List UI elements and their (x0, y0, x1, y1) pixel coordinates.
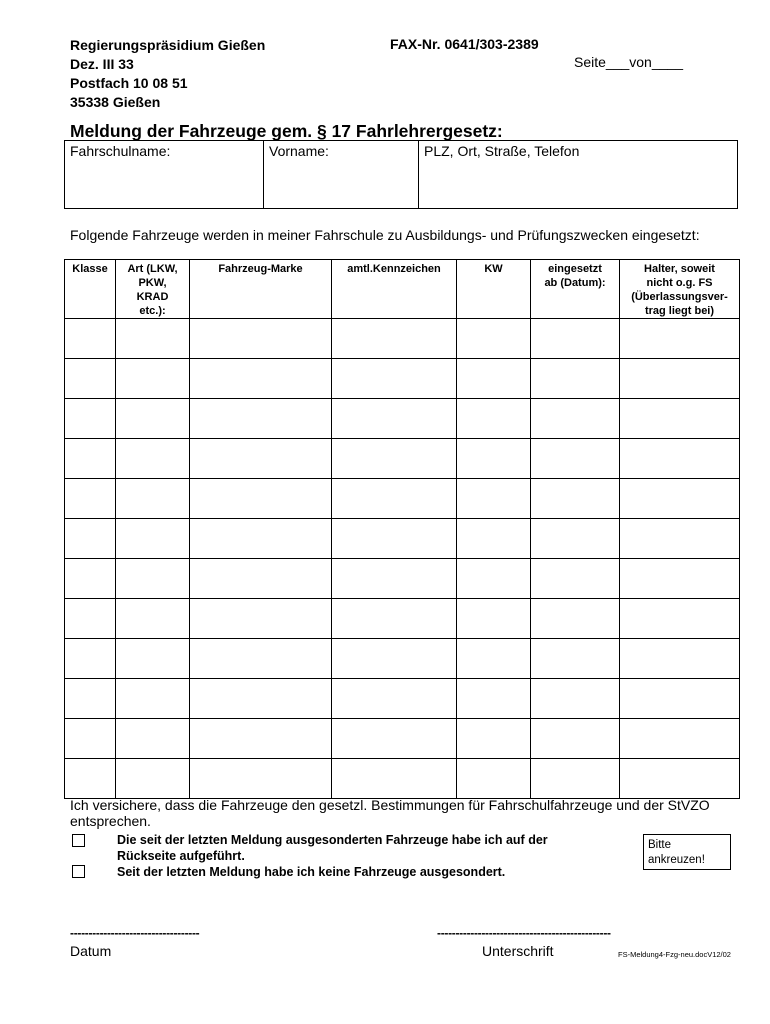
table-cell[interactable] (457, 679, 531, 719)
unterschrift-signature-line[interactable]: ----------------------------------------------- (437, 926, 611, 940)
table-cell[interactable] (332, 359, 457, 399)
table-cell[interactable] (332, 679, 457, 719)
col-header-line: Halter, soweit (644, 263, 715, 275)
table-cell[interactable] (65, 399, 116, 439)
bitte-line-1: Bitte (648, 839, 672, 851)
col-header-kennzeichen (332, 260, 457, 319)
table-cell[interactable] (457, 519, 531, 559)
table-cell[interactable] (620, 759, 740, 799)
col-header-line: trag liegt bei) (644, 305, 715, 317)
col-header-line: KRAD (136, 291, 169, 303)
form-title: Meldung der Fahrzeuge gem. § 17 Fahrlehrergesetz: (70, 121, 503, 141)
col-header-marke (190, 260, 332, 319)
table-cell[interactable] (116, 479, 190, 519)
col-header-line: eingesetzt (548, 263, 602, 275)
table-cell[interactable] (457, 359, 531, 399)
table-cell[interactable] (620, 319, 740, 359)
table-cell[interactable] (332, 719, 457, 759)
table-cell[interactable] (190, 479, 332, 519)
address-line-1: Regierungspräsidium Gießen (70, 37, 266, 53)
table-cell[interactable] (116, 599, 190, 639)
table-cell[interactable] (190, 359, 332, 399)
table-cell[interactable] (457, 439, 531, 479)
table-cell[interactable] (332, 639, 457, 679)
table-cell[interactable] (65, 439, 116, 479)
table-cell[interactable] (457, 399, 531, 439)
table-cell[interactable] (190, 399, 332, 439)
table-row (65, 679, 740, 719)
table-cell[interactable] (531, 439, 620, 479)
col-header-eingesetzt (531, 260, 620, 319)
table-cell[interactable] (457, 479, 531, 519)
table-row (65, 319, 740, 359)
unterschrift-label: Unterschrift (482, 943, 554, 959)
table-cell[interactable] (116, 559, 190, 599)
col-header-line: amtl.Kennzeichen (347, 263, 441, 275)
table-cell[interactable] (116, 639, 190, 679)
table-cell[interactable] (457, 759, 531, 799)
table-cell[interactable] (531, 759, 620, 799)
table-cell[interactable] (190, 519, 332, 559)
table-cell[interactable] (620, 359, 740, 399)
table-cell[interactable] (65, 759, 116, 799)
option-ausgesondert-text (117, 832, 548, 864)
table-cell[interactable] (116, 359, 190, 399)
col-header-line: (Überlassungsver- (631, 291, 728, 303)
table-cell[interactable] (457, 719, 531, 759)
table-cell[interactable] (457, 319, 531, 359)
col-header-line: Klasse (72, 263, 108, 275)
table-row (65, 639, 740, 679)
table-cell[interactable] (65, 719, 116, 759)
col-header-halter (620, 260, 740, 319)
table-cell[interactable] (531, 359, 620, 399)
col-header-line: Fahrzeug-Marke (218, 263, 303, 275)
table-cell[interactable] (620, 679, 740, 719)
col-header-line: nicht o.g. FS (646, 277, 713, 289)
option-1-line-2: Rückseite aufgeführt. (117, 849, 245, 863)
table-cell[interactable] (190, 559, 332, 599)
table-cell[interactable] (457, 639, 531, 679)
table-cell[interactable] (332, 759, 457, 799)
table-cell[interactable] (531, 319, 620, 359)
bitte-ankreuzen-note (643, 834, 731, 870)
table-cell[interactable] (332, 479, 457, 519)
address-line-3: Postfach 10 08 51 (70, 75, 188, 91)
table-cell[interactable] (531, 399, 620, 439)
table-cell[interactable] (620, 399, 740, 439)
datum-label: Datum (70, 943, 112, 959)
table-row (65, 759, 740, 799)
table-row (65, 719, 740, 759)
table-row (65, 559, 740, 599)
table-row (65, 519, 740, 559)
address-line-2: Dez. III 33 (70, 56, 134, 72)
declaration-text: Ich versichere, dass die Fahrzeuge den gesetzl. Bestimmungen für Fahrschulfahrzeuge und der StVZO entsprechen. (70, 797, 710, 829)
option-2-text: Seit der letzten Meldung habe ich keine Fahrzeuge ausgesondert. (117, 865, 506, 879)
table-cell[interactable] (116, 439, 190, 479)
datum-signature-line[interactable]: ----------------------------------- (70, 926, 200, 940)
page-counter-field[interactable]: Seite___von____ (574, 54, 683, 70)
table-cell[interactable] (190, 639, 332, 679)
table-row (65, 599, 740, 639)
table-cell[interactable] (65, 519, 116, 559)
table-cell[interactable] (116, 679, 190, 719)
table-cell[interactable] (620, 639, 740, 679)
fax-number: FAX-Nr. 0641/303-2389 (390, 36, 539, 52)
school-info-box (64, 140, 738, 209)
table-row (65, 479, 740, 519)
table-cell[interactable] (65, 479, 116, 519)
table-cell[interactable] (620, 599, 740, 639)
intro-text: Folgende Fahrzeuge werden in meiner Fahrschule zu Ausbildungs- und Prüfungszwecken eingesetzt: (70, 227, 700, 243)
table-cell[interactable] (531, 599, 620, 639)
table-cell[interactable] (116, 759, 190, 799)
table-cell[interactable] (531, 679, 620, 719)
table-row (65, 359, 740, 399)
table-cell[interactable] (190, 719, 332, 759)
table-cell[interactable] (332, 319, 457, 359)
table-cell[interactable] (65, 319, 116, 359)
table-cell[interactable] (190, 679, 332, 719)
table-cell[interactable] (620, 439, 740, 479)
document-footer-id: FS-Meldung4-Fzg-neu.docV12/02 (618, 950, 731, 959)
table-cell[interactable] (116, 719, 190, 759)
col-header-line: KW (484, 263, 503, 275)
address-contact-label: PLZ, Ort, Straße, Telefon (424, 143, 580, 159)
table-cell[interactable] (457, 599, 531, 639)
fahrschulname-field[interactable] (65, 141, 264, 208)
table-row (65, 439, 740, 479)
col-header-line: PKW, (138, 277, 167, 289)
table-cell[interactable] (65, 679, 116, 719)
col-header-line: ab (Datum): (544, 277, 606, 289)
table-cell[interactable] (190, 319, 332, 359)
table-cell[interactable] (65, 599, 116, 639)
table-cell[interactable] (65, 359, 116, 399)
address-line-4: 35338 Gießen (70, 94, 161, 110)
table-cell[interactable] (65, 559, 116, 599)
table-cell[interactable] (620, 559, 740, 599)
table-cell[interactable] (620, 719, 740, 759)
table-row (65, 399, 740, 439)
table-cell[interactable] (531, 519, 620, 559)
table-cell[interactable] (116, 519, 190, 559)
table-header-row (65, 260, 740, 319)
table-cell[interactable] (531, 559, 620, 599)
vorname-field[interactable] (264, 141, 419, 208)
col-header-art (116, 260, 190, 319)
table-cell[interactable] (332, 519, 457, 559)
checkbox-ausgesondert-rueckseite[interactable] (72, 834, 85, 847)
bitte-line-2: ankreuzen! (648, 854, 705, 866)
col-header-kw (457, 260, 531, 319)
col-header-line: etc.): (139, 305, 166, 317)
table-cell[interactable] (332, 399, 457, 439)
sender-address (70, 36, 265, 112)
table-cell[interactable] (620, 479, 740, 519)
vehicle-table (64, 259, 740, 799)
table-cell[interactable] (620, 519, 740, 559)
table-cell[interactable] (531, 639, 620, 679)
table-cell[interactable] (531, 479, 620, 519)
option-1-line-1: Die seit der letzten Meldung ausgesonderten Fahrzeuge habe ich auf der (117, 833, 548, 847)
table-cell[interactable] (332, 599, 457, 639)
table-cell[interactable] (457, 559, 531, 599)
checkbox-keine-ausgesondert[interactable] (72, 865, 85, 878)
fahrschulname-label: Fahrschulname: (70, 143, 171, 159)
table-cell[interactable] (332, 439, 457, 479)
table-cell[interactable] (190, 599, 332, 639)
table-cell[interactable] (116, 399, 190, 439)
vorname-label: Vorname: (269, 143, 329, 159)
table-cell[interactable] (116, 319, 190, 359)
table-cell[interactable] (332, 559, 457, 599)
table-cell[interactable] (531, 719, 620, 759)
table-cell[interactable] (65, 639, 116, 679)
col-header-klasse (65, 260, 116, 319)
col-header-line: Art (LKW, (127, 263, 178, 275)
address-contact-field[interactable] (419, 141, 737, 208)
table-cell[interactable] (190, 759, 332, 799)
table-cell[interactable] (190, 439, 332, 479)
